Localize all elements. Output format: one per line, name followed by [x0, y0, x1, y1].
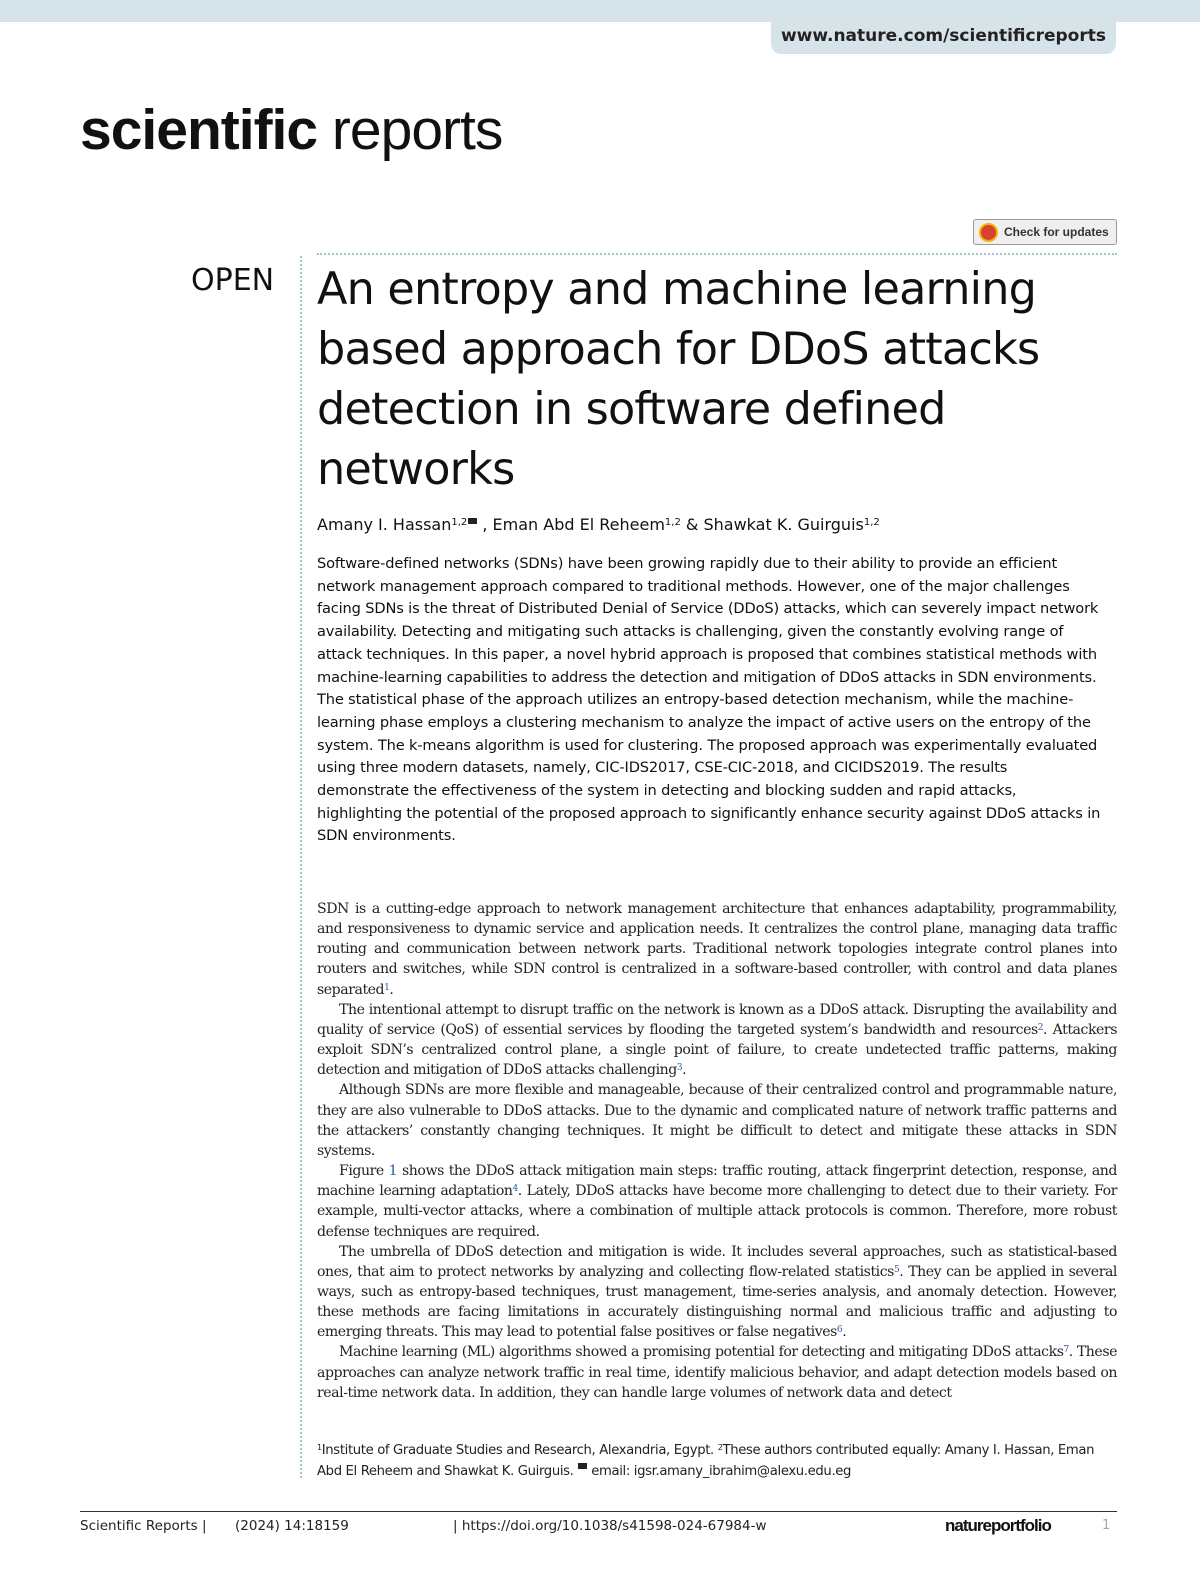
citation-ref[interactable]: 6 — [836, 1325, 843, 1336]
logo-scientific: scientific — [80, 98, 318, 162]
email-icon[interactable] — [468, 518, 477, 524]
abstract: Software-defined networks (SDNs) have been growing rapidly due to their ability to provide an efficient network management approach compared to traditional methods. However, one of the major challenges facing SDNs is the threat of Distributed Denial of Service (DDoS) attacks, which can severely impact network availability. Detecting and mitigating such attacks is challenging, given the constantly evolving range of attack techniques. In this paper, a novel hybrid approach is proposed that combines statistical methods with machine-learning capabilities to address the detection and mitigation of DDoS attacks in SDN environments. The statistical phase of the approach utilizes an entropy-based detection mechanism, while the machine-learning phase employs a clustering mechanism to analyze the impact of active users on the entropy of the system. The k-means algorithm is used for clustering. The proposed approach was experimentally evaluated using three modern datasets, namely, CIC-IDS2017, CSE-CIC-2018, and CICIDS2019. The results demonstrate the effectiveness of the system in detecting and blocking sudden and rapid attacks, highlighting the potential of the proposed approach to significantly enhance security against DDoS attacks in SDN environments. — [317, 555, 1101, 845]
open-access-label: OPEN — [191, 263, 275, 298]
affiliation-text: Institute of Graduate Studies and Research, Alexandria, Egypt. — [321, 1443, 718, 1458]
body-paragraph — [317, 1080, 1117, 1161]
publisher-logo: natureportfolio — [945, 1516, 1051, 1535]
paragraph-text: Machine learning (ML) algorithms showed a promising potential for detecting and mitigating DDoS attacks — [339, 1344, 1064, 1361]
author-list — [317, 512, 1117, 536]
journal-url-tab[interactable] — [771, 22, 1116, 54]
paragraph-text: . Attackers exploit SDN’s centralized control plane, a single point of failure, to create undetected traffic patterns, making detection and mitigation of DDoS attacks challenging — [317, 1021, 1117, 1079]
equal-contribution-note: These authors contributed equally: Amany I. Hassan, Eman Abd El Reheem and Shawkat K. Guirguis. — [317, 1443, 1095, 1479]
check-updates-icon — [979, 223, 998, 242]
citation-ref[interactable]: 4 — [512, 1184, 518, 1195]
corresponding-email[interactable]: email: igsr.amany_ibrahim@alexu.edu.eg — [587, 1464, 852, 1479]
article-title: An entropy and machine learning based approach for DDoS attacks detection in software defined networks — [317, 264, 1040, 495]
journal-url[interactable]: www.nature.com/scientificreports — [780, 26, 1106, 46]
article-body — [317, 899, 1117, 1403]
page-number: 1 — [1102, 1518, 1111, 1533]
paragraph-text: . These approaches can analyze network traffic in real time, identify malicious behavior, and adapt detection models based on real-time network data. In addition, they can handle large volumes of network data and detect — [317, 1344, 1117, 1401]
email-icon — [578, 1463, 587, 1469]
citation-ref[interactable]: 5 — [893, 1264, 900, 1275]
citation-ref[interactable]: 1 — [384, 982, 390, 993]
affiliations-footnote — [317, 1440, 1117, 1482]
author-affiliation: 1,2 — [451, 517, 468, 528]
figure-link[interactable]: 1 — [388, 1163, 398, 1180]
top-banner — [0, 0, 1200, 22]
paragraph-text: Figure — [339, 1163, 389, 1180]
paragraph-text: . — [682, 1062, 687, 1079]
horizontal-dotted-divider — [317, 253, 1117, 255]
citation-ref[interactable]: 7 — [1063, 1345, 1069, 1356]
paragraph-text: shows the DDoS attack mitigation main steps: traffic routing, attack fingerprint detection, response, and machine learning adaptation — [317, 1163, 1118, 1200]
paragraph-text: The intentional attempt to disrupt traffic on the network is known as a DDoS attack. Disrupting the availability and quality of service (QoS) of essential services by flooding the targeted system’s bandwidth and resources — [317, 1001, 1117, 1038]
author-separator: & — [680, 515, 704, 534]
body-paragraph — [317, 1242, 1117, 1343]
paragraph-text: SDN is a cutting-edge approach to network management architecture that enhances adaptability, programmability, and responsiveness to dynamic service and application needs. It centralizes the control plane, managing data traffic routing and communication between network parts. Traditional network topologies integrate control planes into routers and switches, while SDN control is centralized in a software-based controller, with control and data planes separated — [317, 901, 1117, 998]
body-paragraph — [317, 899, 1117, 1000]
paragraph-text: . Lately, DDoS attacks have become more challenging to detect due to their variety. For example, multi-vector attacks, where a combination of multiple attack protocols is common. Therefore, more robust defense techniques are required. — [317, 1183, 1117, 1240]
vertical-dotted-divider — [300, 256, 302, 1478]
logo-reports: reports — [317, 98, 503, 162]
footer-volume: (2024) 14:18159 — [235, 1518, 349, 1534]
citation-ref[interactable]: 3 — [676, 1063, 683, 1074]
body-paragraph — [317, 1161, 1117, 1242]
paragraph-text: . They can be applied in several ways, such as entropy-based techniques, trust management, time-series analysis, and anomaly detection. However, these methods are facing limitations in accurately distinguishing normal and malicious traffic and adjusting to emerging threats. This may lead to potential false positives or false negatives — [317, 1263, 1117, 1341]
paragraph-text: Although SDNs are more flexible and manageable, because of their centralized control and programmable nature, they are also vulnerable to DDoS attacks. Due to the dynamic and complicated nature of network traffic patterns and the attackers’ constantly changing techniques. It might be difficult to detect and mitigate these attacks in SDN systems. — [317, 1082, 1117, 1159]
footer-doi[interactable]: | https://doi.org/10.1038/s41598-024-67984-w — [453, 1518, 767, 1534]
journal-logo — [80, 97, 502, 163]
author-affiliation: 1,2 — [863, 517, 880, 528]
author-name[interactable]: Amany I. Hassan — [317, 515, 452, 534]
paragraph-text: The umbrella of DDoS detection and mitigation is wide. It includes several approaches, such as statistical-based ones, that aim to protect networks by analyzing and collecting flow-related statistics — [317, 1243, 1117, 1280]
check-updates-label: Check for updates — [1004, 225, 1109, 239]
body-paragraph — [317, 1342, 1117, 1402]
paragraph-text: . — [389, 981, 394, 998]
affiliation-number: 2 — [717, 1443, 723, 1452]
footer-journal: Scientific Reports | — [80, 1518, 207, 1534]
author-affiliation: 1,2 — [664, 517, 681, 528]
affiliation-number: 1 — [317, 1443, 322, 1452]
author-name[interactable]: Eman Abd El Reheem — [492, 515, 665, 534]
body-paragraph — [317, 1000, 1117, 1081]
citation-ref[interactable]: 2 — [1037, 1022, 1044, 1033]
author-name[interactable]: Shawkat K. Guirguis — [703, 515, 864, 534]
paragraph-text: . — [842, 1324, 847, 1341]
footer-rule — [80, 1511, 1117, 1512]
check-for-updates-button[interactable] — [973, 219, 1117, 245]
author-separator: , — [477, 515, 493, 534]
